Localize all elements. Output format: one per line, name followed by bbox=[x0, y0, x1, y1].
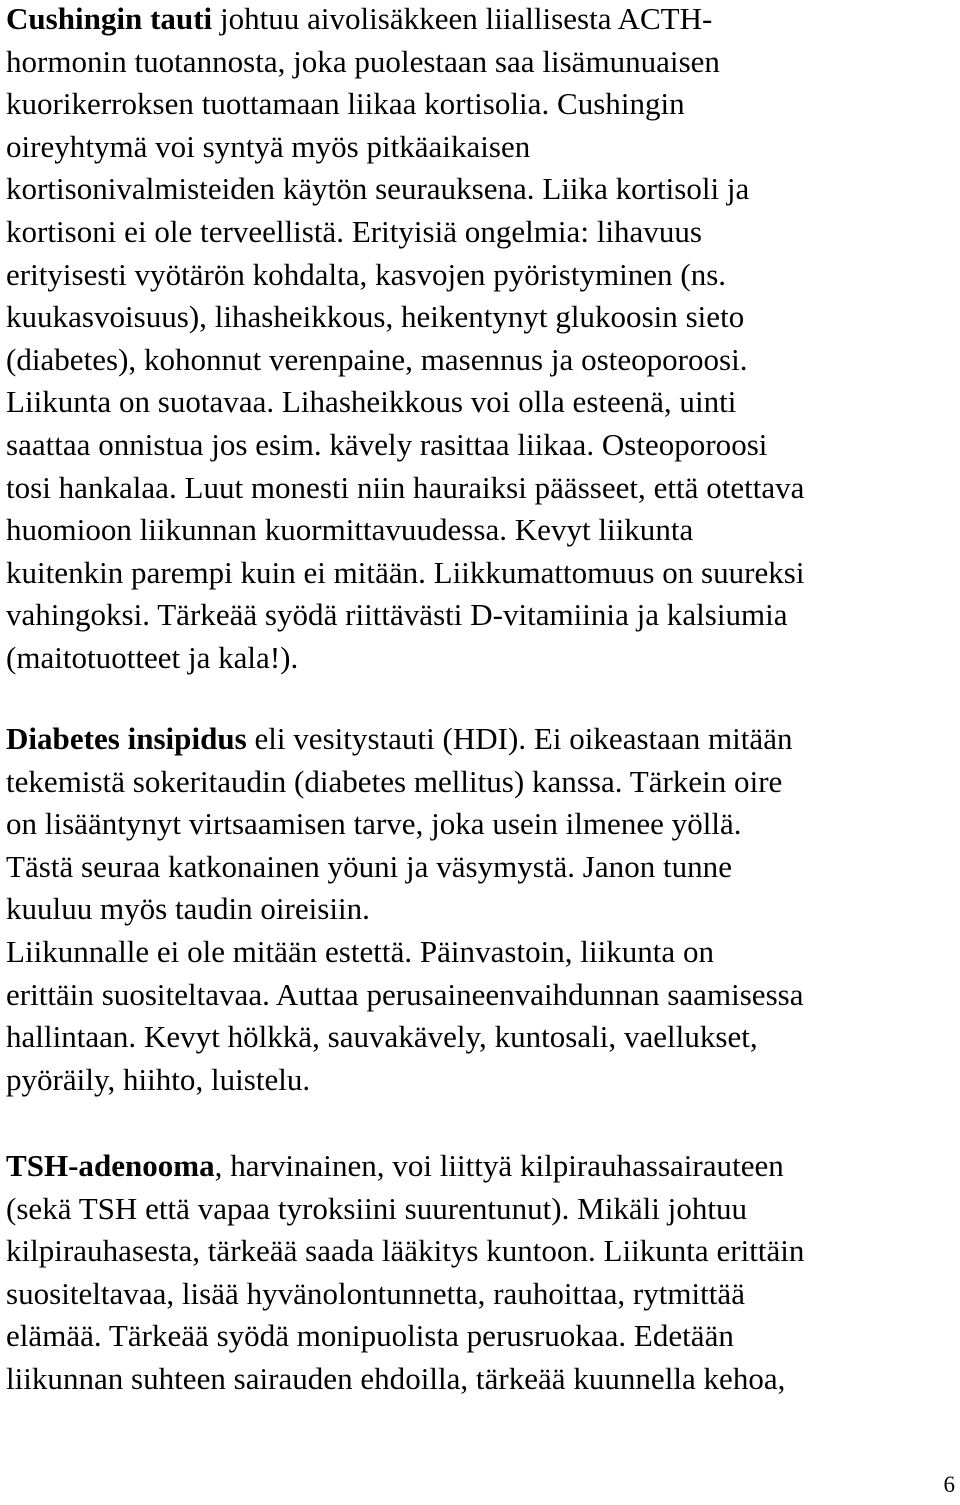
text-line: hormonin tuotannosta, joka puolestaan saa lisämunuaisen bbox=[6, 43, 720, 79]
text-line: oireyhtymä voi syntyä myös pitkäaikaisen bbox=[6, 128, 531, 164]
term-cushingin-tauti: Cushingin tauti bbox=[6, 1, 213, 36]
text-line: (sekä TSH että vapaa tyroksiini suurentunut). Mikäli johtuu bbox=[6, 1190, 748, 1226]
text-line: Tästä seuraa katkonainen yöuni ja väsymystä. Janon tunne bbox=[6, 848, 732, 884]
text-line: erityisesti vyötärön kohdalta, kasvojen pyöristyminen (ns. bbox=[6, 256, 727, 292]
text-line: hallintaan. Kevyt hölkkä, sauvakävely, kuntosali, vaellukset, bbox=[6, 1019, 758, 1055]
text-line: erittäin suositeltavaa. Auttaa perusaineenvaihdunnan saamisessa bbox=[6, 976, 804, 1012]
text-line: (maitotuotteet ja kala!). bbox=[6, 639, 299, 675]
text-line: vahingoksi. Tärkeää syödä riittävästi D-vitamiinia ja kalsiumia bbox=[6, 597, 788, 633]
text-line: eli vesitystauti (HDI). Ei oikeastaan mitään bbox=[246, 721, 793, 756]
text-line: huomioon liikunnan kuormittavuudessa. Kevyt liikunta bbox=[6, 512, 694, 548]
term-diabetes-insipidus: Diabetes insipidus bbox=[6, 721, 247, 756]
paragraph-tsh-adenooma bbox=[6, 1145, 804, 1401]
paragraph-cushing bbox=[6, 0, 805, 680]
text-line: kortisonivalmisteiden käytön seurauksena. Liika kortisoli ja bbox=[6, 171, 750, 207]
text-line: elämää. Tärkeää syödä monipuolista perusruokaa. Edetään bbox=[6, 1318, 734, 1354]
term-tsh-adenooma: TSH-adenooma bbox=[6, 1148, 215, 1183]
text-line: kuuluu myös taudin oireisiin. bbox=[6, 891, 370, 927]
text-line: suositeltavaa, lisää hyvänolontunnetta, rauhoittaa, rytmittää bbox=[6, 1275, 745, 1311]
text-line: liikunnan suhteen sairauden ehdoilla, tärkeää kuunnella kehoa, bbox=[6, 1360, 786, 1396]
text-line: pyöräily, hiihto, luistelu. bbox=[6, 1061, 311, 1097]
text-line: on lisääntynyt virtsaamisen tarve, joka usein ilmenee yöllä. bbox=[6, 806, 742, 842]
text-line: saattaa onnistua jos esim. kävely rasittaa liikaa. Osteoporoosi bbox=[6, 426, 768, 462]
text-line: kuorikerroksen tuottamaan liikaa kortisolia. Cushingin bbox=[6, 86, 685, 122]
text-line: , harvinainen, voi liittyä kilpirauhassairauteen bbox=[214, 1148, 784, 1183]
page-number: 6 bbox=[943, 1472, 955, 1497]
text-line: tekemistä sokeritaudin (diabetes mellitus) kanssa. Tärkein oire bbox=[6, 763, 783, 799]
text-line: kilpirauhasesta, tärkeää saada lääkitys kuntoon. Liikunta erittäin bbox=[6, 1233, 805, 1269]
text-line: kuitenkin parempi kuin ei mitään. Liikkumattomuus on suureksi bbox=[6, 554, 805, 590]
text-line: tosi hankalaa. Luut monesti niin hauraiksi päässeet, että otettava bbox=[6, 469, 805, 505]
text-line: kuukasvoisuus), lihasheikkous, heikentynyt glukoosin sieto bbox=[6, 299, 745, 335]
text-line: kortisoni ei ole terveellistä. Erityisiä ongelmia: lihavuus bbox=[6, 213, 702, 249]
text-line: Liikunnalle ei ole mitään estettä. Päinvastoin, liikunta on bbox=[6, 933, 714, 969]
paragraph-diabetes-insipidus bbox=[6, 718, 804, 1101]
text-line: (diabetes), kohonnut verenpaine, masennus ja osteoporoosi. bbox=[6, 341, 748, 377]
text-line: Liikunta on suotavaa. Lihasheikkous voi olla esteenä, uinti bbox=[6, 384, 737, 420]
text-line: johtuu aivolisäkkeen liiallisesta ACTH- bbox=[212, 1, 713, 36]
